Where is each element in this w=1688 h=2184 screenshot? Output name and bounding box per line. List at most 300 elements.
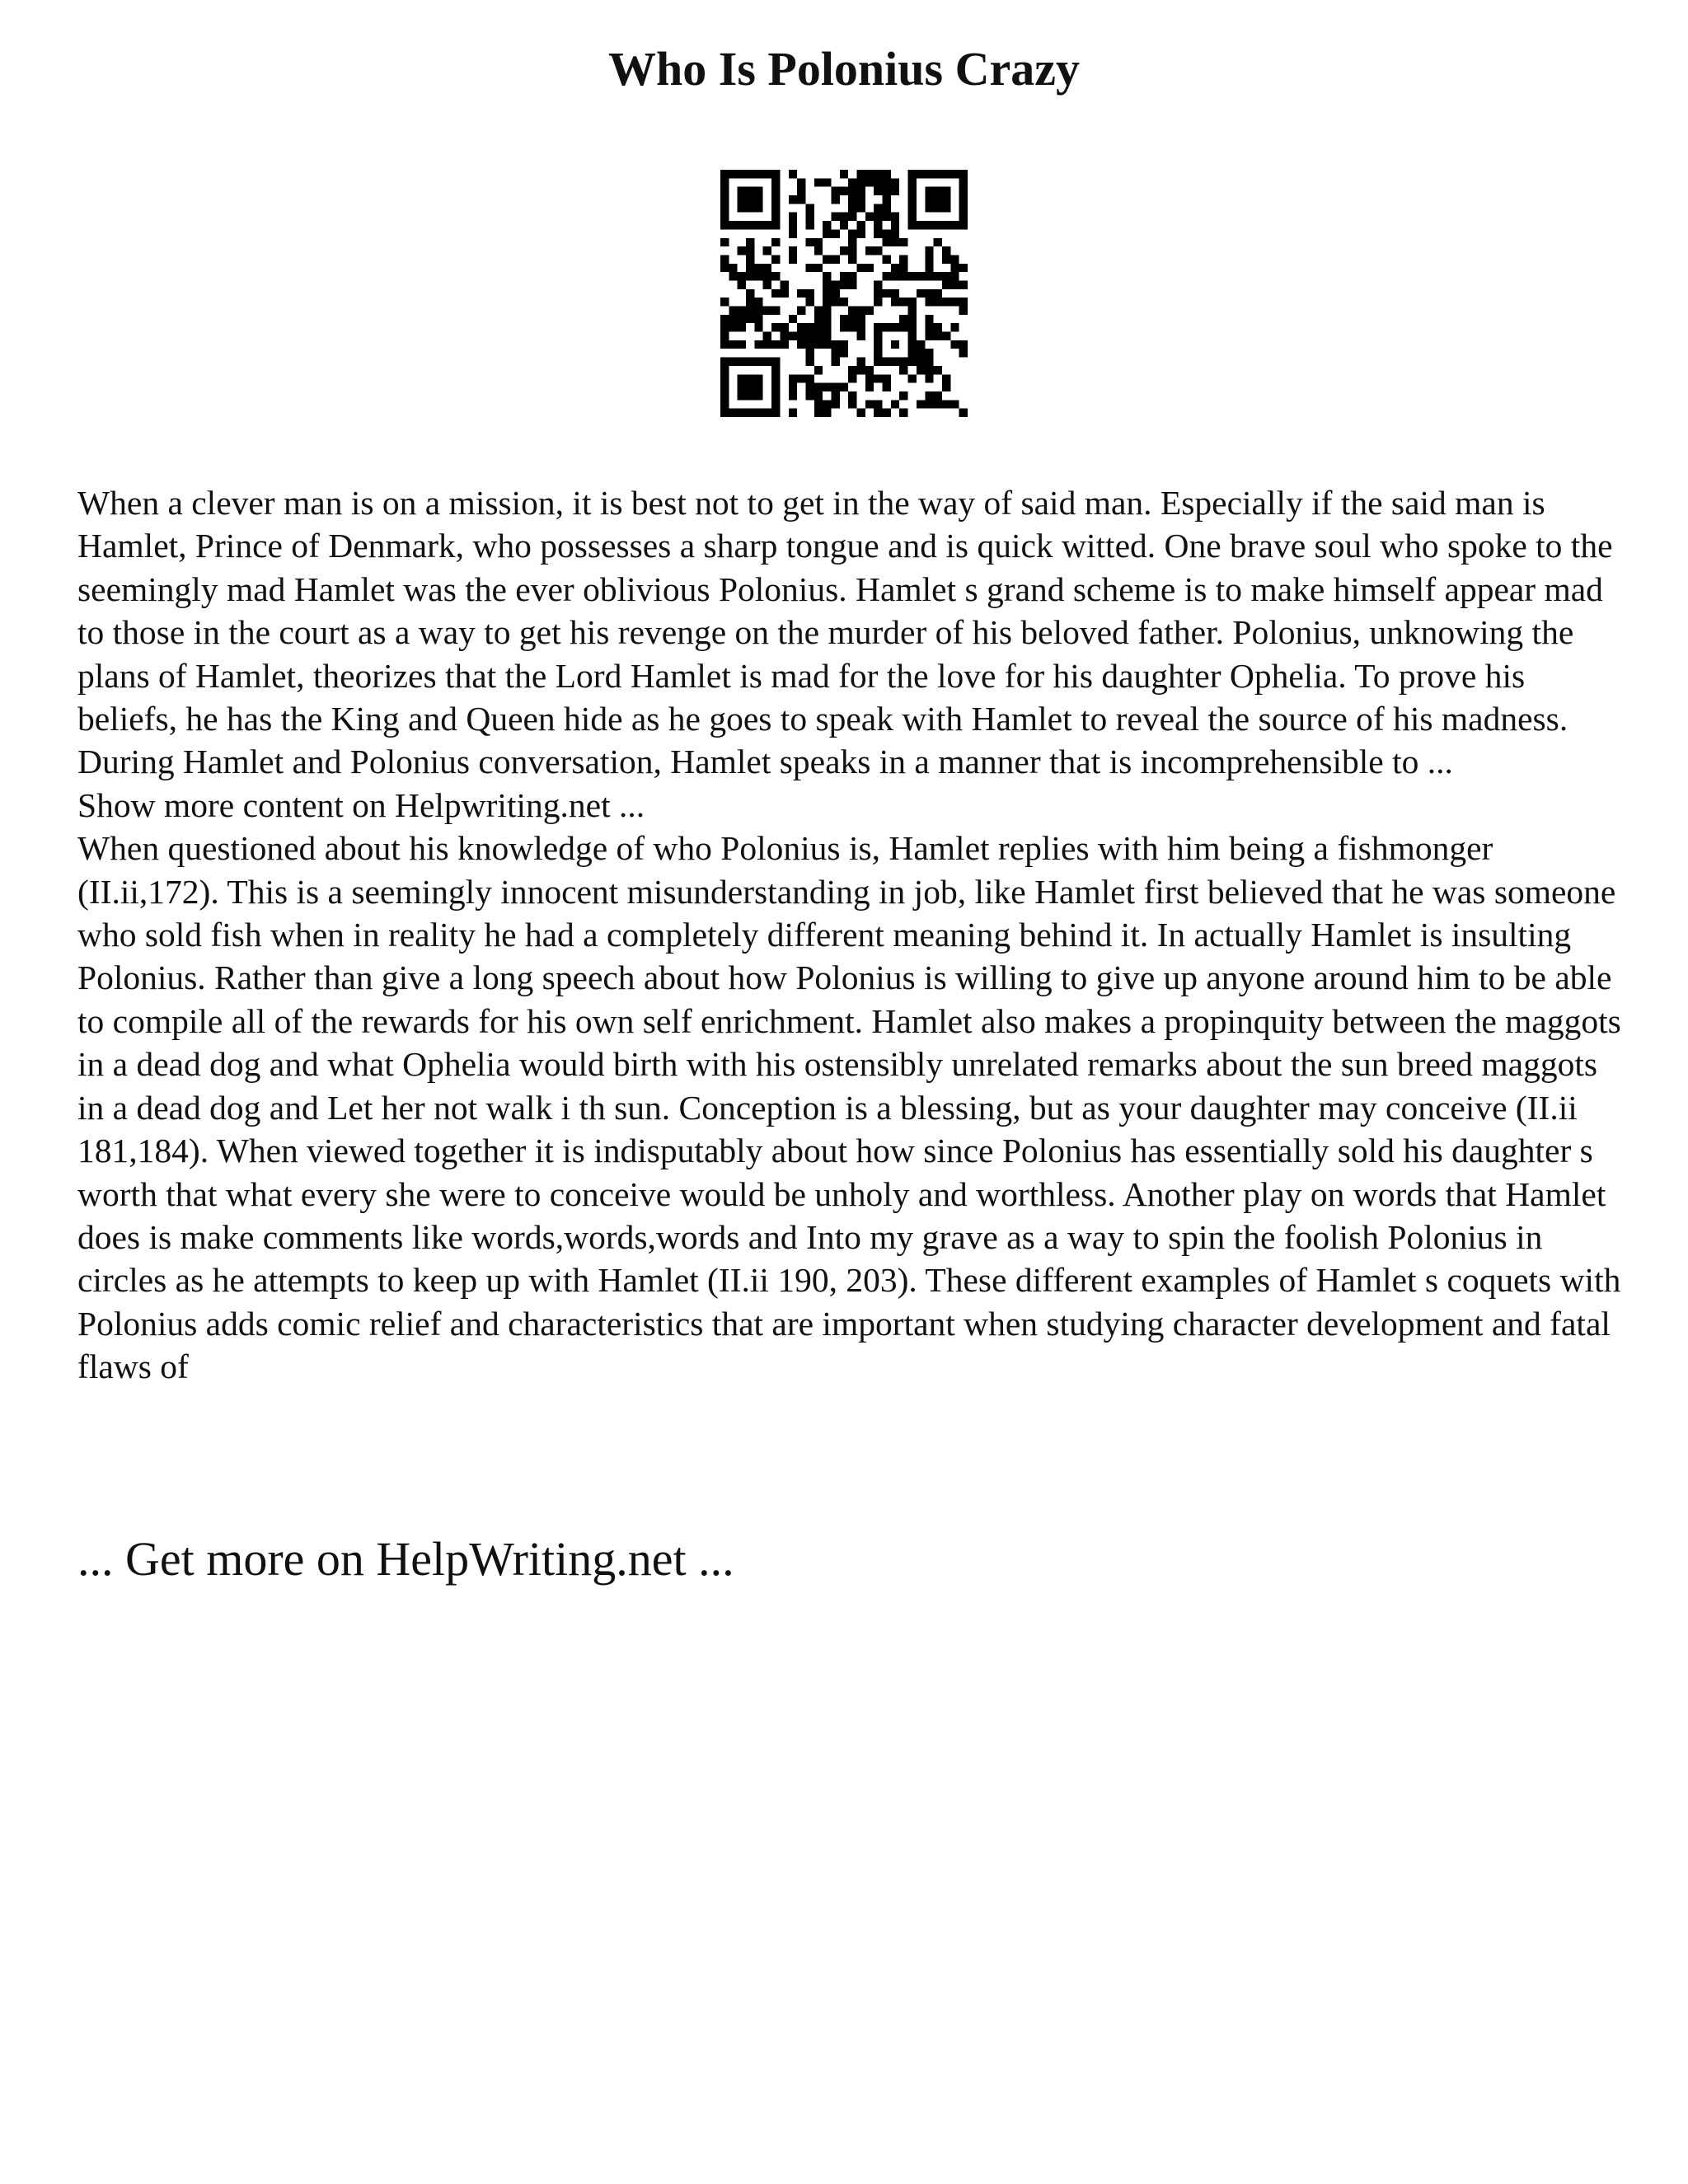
- qr-module: [908, 332, 917, 340]
- qr-module: [891, 213, 899, 221]
- qr-module: [805, 323, 814, 331]
- qr-module: [925, 187, 933, 195]
- qr-module: [814, 238, 823, 246]
- qr-module: [729, 272, 737, 280]
- qr-module: [729, 315, 737, 323]
- qr-module: [746, 409, 754, 417]
- qr-module: [848, 307, 856, 315]
- qr-module: [925, 298, 933, 306]
- qr-module: [857, 170, 865, 178]
- qr-module: [754, 323, 762, 331]
- qr-module: [729, 170, 737, 178]
- qr-module: [942, 272, 950, 280]
- qr-module: [925, 195, 933, 204]
- qr-module: [780, 323, 788, 331]
- qr-module: [865, 213, 874, 221]
- qr-module: [857, 187, 865, 195]
- qr-module: [746, 264, 754, 272]
- qr-module: [942, 255, 950, 263]
- qr-module: [848, 187, 856, 195]
- qr-module: [789, 383, 797, 391]
- qr-module: [883, 204, 891, 212]
- qr-module: [831, 298, 839, 306]
- qr-module: [805, 238, 814, 246]
- qr-module: [874, 332, 882, 340]
- qr-module: [729, 358, 737, 366]
- qr-module: [874, 187, 882, 195]
- qr-module: [883, 272, 891, 280]
- qr-module: [771, 383, 780, 391]
- qr-module: [891, 229, 899, 237]
- qr-module: [763, 340, 771, 349]
- qr-module: [934, 400, 942, 408]
- qr-module: [805, 374, 814, 382]
- qr-module: [797, 289, 805, 298]
- qr-module: [805, 358, 814, 366]
- qr-module: [899, 323, 907, 331]
- qr-module: [771, 170, 780, 178]
- qr-module: [763, 170, 771, 178]
- qr-module: [746, 358, 754, 366]
- qr-module: [840, 170, 848, 178]
- qr-module: [899, 255, 907, 263]
- qr-module: [874, 298, 882, 306]
- qr-module: [848, 391, 856, 400]
- qr-module: [934, 238, 942, 246]
- qr-module: [754, 307, 762, 315]
- qr-module: [763, 409, 771, 417]
- qr-module: [942, 374, 950, 382]
- qr-module: [942, 332, 950, 340]
- qr-module: [789, 332, 797, 340]
- qr-module: [797, 323, 805, 331]
- qr-module: [763, 264, 771, 272]
- qr-module: [865, 383, 874, 391]
- qr-module: [814, 332, 823, 340]
- qr-module: [899, 358, 907, 366]
- qr-module: [805, 383, 814, 391]
- qr-module: [874, 349, 882, 357]
- qr-module: [720, 383, 729, 391]
- qr-module: [934, 289, 942, 298]
- qr-module: [959, 298, 968, 306]
- qr-module: [805, 298, 814, 306]
- qr-module: [908, 349, 917, 357]
- qr-module: [917, 358, 925, 366]
- qr-module: [823, 332, 831, 340]
- qr-module: [917, 272, 925, 280]
- qr-module: [848, 366, 856, 374]
- qr-module: [720, 374, 729, 382]
- qr-module: [746, 187, 754, 195]
- qr-module: [899, 298, 907, 306]
- qr-module: [865, 366, 874, 374]
- qr-module: [720, 187, 729, 195]
- qr-module: [908, 323, 917, 331]
- qr-module: [738, 272, 746, 280]
- qr-module: [865, 246, 874, 255]
- qr-module: [857, 307, 865, 315]
- qr-module: [959, 349, 968, 357]
- qr-module: [789, 391, 797, 400]
- qr-module: [746, 221, 754, 229]
- qr-module: [925, 246, 933, 255]
- qr-module: [874, 213, 882, 221]
- qr-module: [823, 315, 831, 323]
- qr-module: [883, 374, 891, 382]
- qr-module: [934, 272, 942, 280]
- qr-module: [831, 400, 839, 408]
- qr-module: [934, 391, 942, 400]
- body-paragraph-analysis: When questioned about his knowledge of who Polonius is, Hamlet replies with him being a fishmonger (II.ii,172). This is a seemingly innocent misunderstanding in job, like Hamlet first believed that he was someone who sold fish when in reality he had a completely different meaning behind it. In actually Hamlet is insulting Polonius. Rather than give a long speech about how Polonius is willing to give up anyone around him to be able to compile all of the rewards for his own self enrichment. Hamlet also makes a propinquity between the maggots in a dead dog and what Ophelia would birth with his ostensibly unrelated remarks about the sun breed maggots in a dead dog and Let her not walk i th sun. Conception is a blessing, but as your daughter may conceive (II.ii 181,184). When viewed together it is indisputably about how since Polonius has essentially sold his daughter s worth that what every she were to conceive would be unholy and worthless. Another play on words that Hamlet does is make comments like words,words,words and Into my grave as a way to spin the foolish Polonius in circles as he attempts to keep up with Hamlet (II.ii 190, 203). These different examples of Hamlet s coquets with Polonius adds comic relief and characteristics that are important when studying character development and fatal flaws of: [77, 829, 1621, 1386]
- qr-module: [831, 255, 839, 263]
- qr-module: [874, 323, 882, 331]
- qr-module: [874, 204, 882, 212]
- qr-module: [891, 298, 899, 306]
- qr-module: [908, 272, 917, 280]
- qr-module: [840, 280, 848, 288]
- qr-module: [763, 246, 771, 255]
- qr-module: [720, 391, 729, 400]
- qr-module: [857, 178, 865, 186]
- qr-module: [925, 400, 933, 408]
- qr-module: [865, 307, 874, 315]
- qr-module: [925, 358, 933, 366]
- qr-module: [805, 340, 814, 349]
- qr-module: [823, 409, 831, 417]
- qr-module: [899, 315, 907, 323]
- qr-module: [925, 264, 933, 272]
- qr-module: [959, 340, 968, 349]
- qr-module: [831, 349, 839, 357]
- qr-module: [874, 221, 882, 229]
- qr-module: [891, 272, 899, 280]
- qr-module: [950, 221, 959, 229]
- qr-module: [848, 178, 856, 186]
- qr-module: [934, 366, 942, 374]
- qr-module: [823, 289, 831, 298]
- qr-module: [771, 204, 780, 212]
- qr-module: [729, 340, 737, 349]
- qr-module: [883, 170, 891, 178]
- qr-module: [738, 340, 746, 349]
- qr-module: [823, 178, 831, 186]
- qr-module: [874, 340, 882, 349]
- qr-module: [959, 195, 968, 204]
- qr-module: [729, 409, 737, 417]
- qr-module: [857, 332, 865, 340]
- qr-module: [925, 391, 933, 400]
- qr-module: [771, 409, 780, 417]
- qr-module: [780, 340, 788, 349]
- qr-module: [814, 264, 823, 272]
- qr-module: [865, 178, 874, 186]
- qr-module: [891, 187, 899, 195]
- qr-module: [934, 332, 942, 340]
- document-body: [77, 481, 1627, 1389]
- qr-module: [738, 409, 746, 417]
- qr-module: [950, 400, 959, 408]
- qr-module: [771, 358, 780, 366]
- qr-module: [908, 195, 917, 204]
- qr-module: [908, 170, 917, 178]
- qr-module: [925, 374, 933, 382]
- qr-module: [797, 340, 805, 349]
- qr-module: [874, 400, 882, 408]
- qr-module: [746, 289, 754, 298]
- qr-module: [738, 323, 746, 331]
- qr-module: [771, 323, 780, 331]
- qr-module: [746, 315, 754, 323]
- qr-module: [831, 195, 839, 204]
- qr-module: [823, 307, 831, 315]
- qr-module: [857, 358, 865, 366]
- qr-module: [925, 315, 933, 323]
- qr-module: [883, 187, 891, 195]
- qr-module: [797, 374, 805, 382]
- qr-module: [950, 264, 959, 272]
- qr-module: [934, 221, 942, 229]
- qr-module: [908, 221, 917, 229]
- qr-module: [771, 340, 780, 349]
- qr-module: [942, 246, 950, 255]
- qr-module: [891, 178, 899, 186]
- qr-module: [899, 264, 907, 272]
- qr-module: [959, 178, 968, 186]
- qr-module: [891, 221, 899, 229]
- qr-module: [814, 315, 823, 323]
- qr-module: [823, 323, 831, 331]
- qr-module: [771, 195, 780, 204]
- qr-module: [754, 383, 762, 391]
- qr-module: [883, 178, 891, 186]
- qr-module: [840, 340, 848, 349]
- qr-module: [917, 289, 925, 298]
- qr-module: [789, 315, 797, 323]
- qr-module: [925, 332, 933, 340]
- qr-module: [857, 204, 865, 212]
- qr-module: [959, 409, 968, 417]
- qr-module: [874, 229, 882, 237]
- qr-module: [831, 229, 839, 237]
- qr-module: [738, 315, 746, 323]
- qr-module: [925, 221, 933, 229]
- qr-module: [789, 170, 797, 178]
- qr-module: [771, 221, 780, 229]
- qr-module: [848, 213, 856, 221]
- qr-module: [720, 358, 729, 366]
- qr-module: [789, 255, 797, 263]
- qr-module: [934, 323, 942, 331]
- qr-module: [754, 358, 762, 366]
- qr-module: [891, 358, 899, 366]
- qr-module: [917, 340, 925, 349]
- qr-module: [797, 187, 805, 195]
- qr-module: [950, 280, 959, 288]
- qr-module: [908, 178, 917, 186]
- qr-module: [738, 195, 746, 204]
- qr-module: [720, 340, 729, 349]
- qr-module: [840, 246, 848, 255]
- qr-module: [942, 221, 950, 229]
- qr-module: [720, 366, 729, 374]
- qr-module: [805, 221, 814, 229]
- qr-module: [959, 221, 968, 229]
- qr-module: [738, 170, 746, 178]
- qr-module: [814, 409, 823, 417]
- qr-module: [754, 170, 762, 178]
- qr-module: [950, 340, 959, 349]
- qr-module: [942, 204, 950, 212]
- qr-module: [771, 374, 780, 382]
- qr-module: [942, 170, 950, 178]
- qr-module: [831, 187, 839, 195]
- qr-module: [840, 221, 848, 229]
- qr-module: [959, 264, 968, 272]
- qr-module: [874, 246, 882, 255]
- qr-module: [754, 374, 762, 382]
- qr-module: [754, 315, 762, 323]
- qr-module: [746, 204, 754, 212]
- qr-module: [840, 298, 848, 306]
- qr-module: [746, 246, 754, 255]
- qr-module: [925, 204, 933, 212]
- qr-module: [959, 170, 968, 178]
- qr-module: [738, 204, 746, 212]
- qr-module: [814, 340, 823, 349]
- qr-module: [729, 221, 737, 229]
- qr-module: [831, 383, 839, 391]
- qr-module: [831, 289, 839, 298]
- qr-module: [917, 400, 925, 408]
- qr-module: [746, 170, 754, 178]
- qr-module: [959, 280, 968, 288]
- qr-module: [831, 340, 839, 349]
- qr-module: [746, 374, 754, 382]
- qr-module: [746, 298, 754, 306]
- get-more-link[interactable]: ... Get more on HelpWriting.net ...: [77, 1532, 734, 1586]
- qr-module: [823, 340, 831, 349]
- qr-module: [720, 298, 729, 306]
- qr-module: [874, 170, 882, 178]
- qr-module: [805, 264, 814, 272]
- qr-module: [899, 238, 907, 246]
- body-paragraph-conversation: During Hamlet and Polonius conversation, Hamlet speaks in a manner that is incomprehensible to ...: [77, 743, 1453, 781]
- qr-module: [797, 195, 805, 204]
- qr-module: [729, 307, 737, 315]
- qr-module: [754, 204, 762, 212]
- qr-module: [771, 272, 780, 280]
- show-more-link[interactable]: Show more content on Helpwriting.net ...: [77, 785, 645, 824]
- qr-module: [925, 366, 933, 374]
- qr-module: [763, 221, 771, 229]
- qr-module: [883, 213, 891, 221]
- qr-module: [857, 409, 865, 417]
- qr-module: [823, 383, 831, 391]
- qr-module: [738, 383, 746, 391]
- qr-module: [950, 170, 959, 178]
- qr-module: [917, 170, 925, 178]
- qr-module: [771, 307, 780, 315]
- qr-module: [720, 400, 729, 408]
- qr-module: [848, 323, 856, 331]
- qr-module: [925, 272, 933, 280]
- qr-module: [934, 204, 942, 212]
- qr-module: [754, 264, 762, 272]
- qr-module: [771, 187, 780, 195]
- qr-module: [908, 307, 917, 315]
- qr-module: [738, 391, 746, 400]
- qr-module: [934, 187, 942, 195]
- qr-module: [746, 195, 754, 204]
- qr-module: [823, 229, 831, 237]
- qr-module: [874, 358, 882, 366]
- qr-module: [883, 383, 891, 391]
- qr-module: [729, 323, 737, 331]
- qr-module: [738, 280, 746, 288]
- qr-module: [771, 391, 780, 400]
- qr-module: [720, 221, 729, 229]
- qr-module: [754, 195, 762, 204]
- qr-module: [925, 289, 933, 298]
- qr-module: [857, 323, 865, 331]
- qr-module: [848, 246, 856, 255]
- qr-module: [840, 349, 848, 357]
- qr-module: [959, 204, 968, 212]
- qr-module: [720, 213, 729, 221]
- qr-module: [738, 246, 746, 255]
- qr-module: [942, 187, 950, 195]
- qr-module: [738, 358, 746, 366]
- qr-module: [720, 332, 729, 340]
- qr-module: [789, 409, 797, 417]
- qr-module: [848, 374, 856, 382]
- qr-module: [865, 264, 874, 272]
- qr-module: [823, 272, 831, 280]
- qr-module: [908, 340, 917, 349]
- qr-module: [738, 307, 746, 315]
- qr-module: [805, 349, 814, 357]
- qr-module: [857, 366, 865, 374]
- qr-module: [874, 289, 882, 298]
- qr-module: [874, 178, 882, 186]
- qr-module: [771, 213, 780, 221]
- qr-module: [746, 391, 754, 400]
- qr-module: [891, 400, 899, 408]
- qr-module: [814, 400, 823, 408]
- qr-module: [754, 409, 762, 417]
- qr-module: [848, 204, 856, 212]
- qr-module: [771, 366, 780, 374]
- qr-module: [746, 383, 754, 391]
- qr-module: [883, 409, 891, 417]
- qr-module: [848, 400, 856, 408]
- qr-module: [823, 400, 831, 408]
- body-paragraph-intro: When a clever man is on a mission, it is best not to get in the way of said man. Especially if the said man is Hamlet, Prince of Denmark, who possesses a sharp tongue and is quick witted. One brave soul who spoke to the seemingly mad Hamlet was the ever oblivious Polonius. Hamlet s grand scheme is to make himself appear mad to those in the court as a way to get his revenge on the murder of his beloved father. Polonius, unknowing the plans of Hamlet, theorizes that the Lord Hamlet is mad for the love for his daughter Ophelia. To prove his beliefs, he has the King and Queen hide as he goes to speak with Hamlet to reveal the source of his madness.: [77, 484, 1613, 738]
- qr-module: [883, 255, 891, 263]
- qr-module: [771, 238, 780, 246]
- qr-module: [814, 307, 823, 315]
- qr-module: [883, 195, 891, 204]
- qr-module: [865, 374, 874, 382]
- qr-module: [848, 315, 856, 323]
- qr-module: [891, 340, 899, 349]
- qr-module: [942, 298, 950, 306]
- document-title: Who Is Polonius Crazy: [607, 42, 1080, 96]
- qr-module: [771, 289, 780, 298]
- qr-module: [720, 170, 729, 178]
- qr-module: [754, 391, 762, 400]
